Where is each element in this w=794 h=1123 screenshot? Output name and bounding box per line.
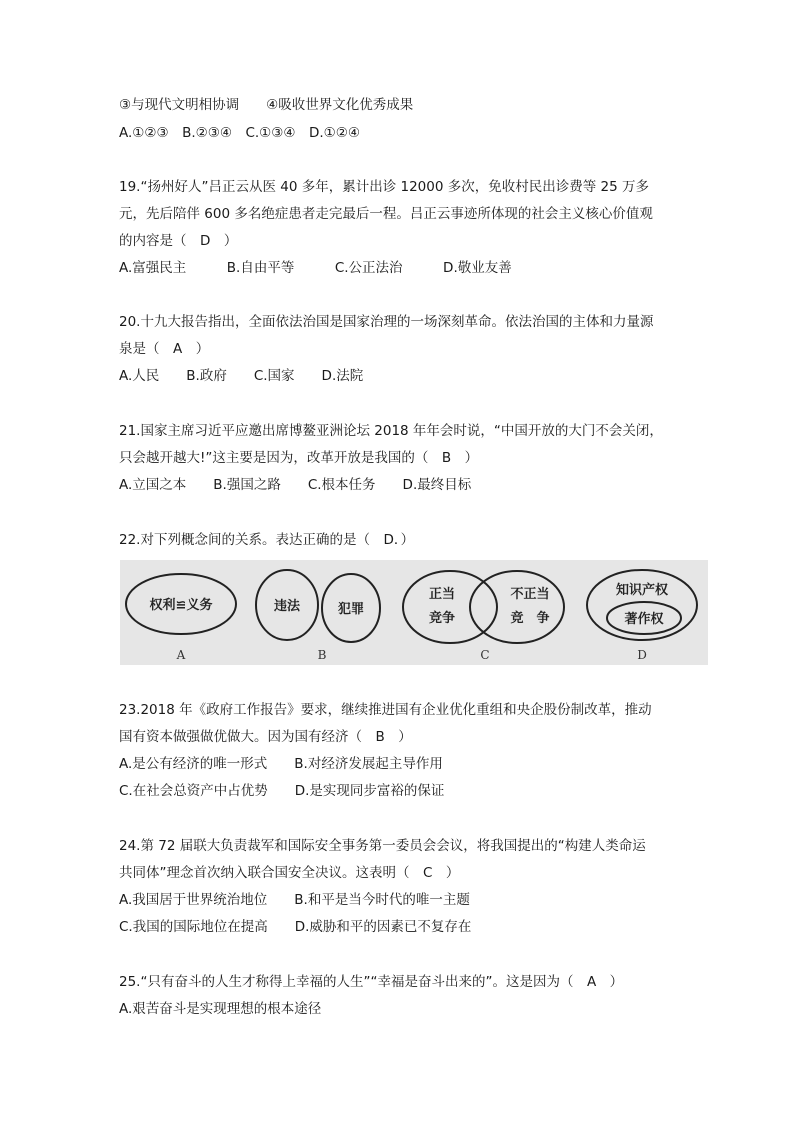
c-left-text-2: 竞争 — [428, 611, 456, 626]
q24-choices-2: C.我国的国际地位在提高 D.威胁和平的因素已不复存在 — [119, 919, 472, 935]
d-label: D — [637, 648, 647, 662]
d-inner-text: 著作权 — [624, 612, 664, 627]
c-label: C — [480, 648, 490, 662]
q23-stem-2: 国有资本做强做优做大。因为国有经济（ B ） — [119, 729, 412, 745]
q22-stem: 22.对下列概念间的关系。表达正确的是（ D．） — [119, 532, 415, 548]
q21-choices: A.立国之本 B.强国之路 C.根本任务 D.最终目标 — [119, 477, 472, 493]
q20-stem-1: 20.十九大报告指出，全面依法治国是国家治理的一场深刻革命。依法治国的主体和力量源 — [119, 314, 654, 330]
q21-stem-1: 21.国家主席习近平应邀出席博鳌亚洲论坛 2018 年年会时说，“中国开放的大门不会关闭， — [119, 423, 663, 439]
q24-stem-1: 24.第 72 届联大负责裁军和国际安全事务第一委员会会议，将我国提出的“构建人类命运 — [119, 838, 646, 854]
q24-stem-2: 共同体”理念首次纳入联合国安全决议。这表明（ C ） — [119, 865, 460, 881]
c-right-ellipse — [470, 571, 564, 643]
q19-stem-1: 19.“扬州好人”吕正云从医 40 多年，累计出诊 12000 多次，免收村民出诊费等 25 万多 — [119, 179, 650, 195]
q18-option-line-1: ③与现代文明相协调 ④吸收世界文化优秀成果 — [119, 97, 414, 113]
q21-stem-2: 只会越开越大!”这主要是因为，改革开放是我国的（ B ） — [119, 450, 479, 466]
d-outer-text: 知识产权 — [615, 583, 669, 598]
q23-stem-1: 23.2018 年《政府工作报告》要求，继续推进国有企业优化重组和央企股份制改革，推动 — [119, 702, 652, 718]
q20-choices: A.人民 B.政府 C.国家 D.法院 — [119, 368, 364, 384]
c-left-text-1: 正当 — [428, 587, 456, 602]
c-right-text-2: 竞 争 — [510, 611, 550, 626]
q23-choices-1: A.是公有经济的唯一形式 B.对经济发展起主导作用 — [119, 756, 443, 772]
q25-choice-a: A.艰苦奋斗是实现理想的根本途径 — [119, 1001, 322, 1017]
q19-choices: A.富强民主 B.自由平等 C.公正法治 D.敬业友善 — [119, 260, 512, 276]
a-text: 权利≌义务 — [149, 598, 213, 613]
q19-stem-2: 元，先后陪伴 600 多名绝症患者走完最后一程。吕正云事迹所体现的社会主义核心价值观 — [119, 206, 653, 222]
q19-stem-3: 的内容是（ D ） — [119, 233, 238, 249]
b-left-text: 违法 — [273, 599, 301, 614]
q23-choices-2: C.在社会总资产中占优势 D.是实现同步富裕的保证 — [119, 783, 445, 799]
q18-choices: A.①②③ B.②③④ C.①③④ D.①②④ — [119, 125, 360, 141]
a-label: A — [176, 648, 186, 662]
b-label: B — [317, 648, 327, 662]
b-right-text: 犯罪 — [337, 602, 365, 617]
q25-stem: 25.“只有奋斗的人生才称得上幸福的人生”“幸福是奋斗出来的”。这是因为（ A ） — [119, 974, 624, 990]
d-outer-ellipse — [587, 570, 697, 640]
q22-concept-diagram — [120, 560, 708, 665]
c-right-text-1: 不正当 — [510, 587, 550, 602]
q20-stem-2: 泉是（ A ） — [119, 341, 210, 357]
q24-choices-1: A.我国居于世界统治地位 B.和平是当今时代的唯一主题 — [119, 892, 470, 908]
